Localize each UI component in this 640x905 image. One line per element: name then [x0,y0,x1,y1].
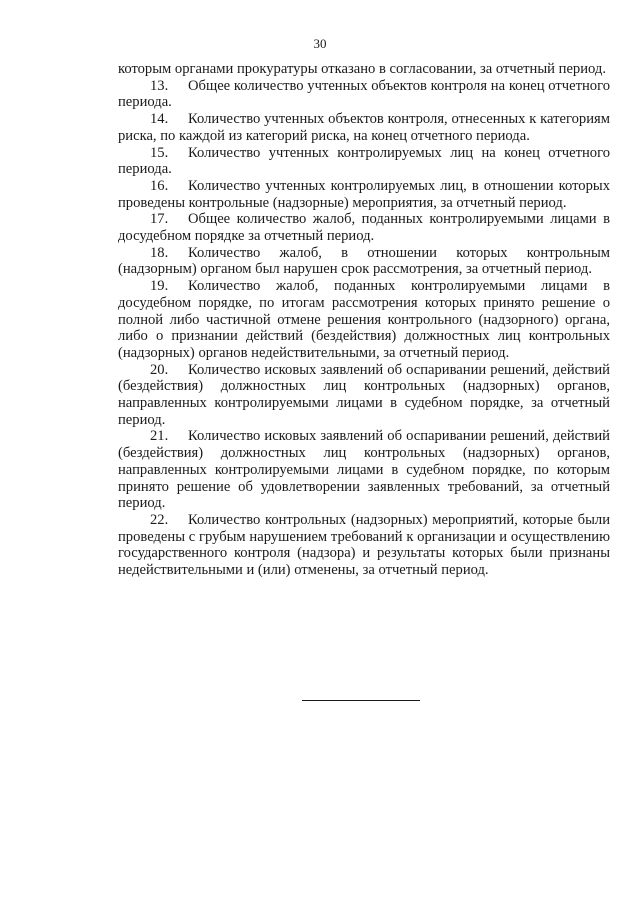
item-number: 15. [150,144,169,161]
list-item-13 [118,78,610,111]
item-text: Количество исковых заявлений об оспаривании решений, действий (бездействия) должностных лиц контрольных (надзорных) органов, направленных контролируемыми лицами в судебном порядке, по которым принято решение об удовлетворении заявленных требований, за отчетный период. [118,428,610,512]
list-item-14 [118,111,610,144]
end-of-document-rule [302,700,420,701]
item-text: Количество исковых заявлений об оспаривании решений, действий (бездействия) должностных лиц контрольных (надзорных) органов, направленных контролируемыми лицами в судебном порядке, за отчетный период. [118,361,610,428]
list-item-16 [118,178,610,211]
item-text: Общее количество жалоб, поданных контролируемыми лицами в досудебном порядке за отчетный период. [118,211,610,245]
page-number: 30 [313,36,327,51]
list-item-19 [118,278,610,362]
item-text: Общее количество учтенных объектов контроля на конец отчетного периода. [118,77,610,111]
item-text: Количество жалоб, в отношении которых контрольным (надзорным) органом был нарушен срок рассмотрения, за отчетный период. [118,244,610,278]
list-item-20 [118,362,610,429]
item-number: 16. [150,177,169,194]
item-text: Количество учтенных контролируемых лиц, в отношении которых проведены контрольные (надзорные) мероприятия, за отчетный период. [118,177,610,211]
continuation-paragraph: которым органами прокуратуры отказано в согласовании, за отчетный период. [118,61,606,77]
list-item-18 [118,245,610,278]
item-text: Количество жалоб, поданных контролируемыми лицами в досудебном порядке, по итогам рассмотрения которых принято решение о полной либо частичной отмене решения контрольного (надзорного) органа, либо о признании действий (бездействия) должностных лиц контрольных (надзорных) органов недействительными, за отчетный период. [118,278,610,361]
item-number: 21. [150,428,169,445]
item-text: Количество контрольных (надзорных) мероприятий, которые были проведены с грубым нарушением требований к организации и осуществлению государственного контроля (надзора) и результаты которых были признаны недействительными и (или) отменены, за отчетный период. [118,511,610,579]
list-item-22 [118,512,610,579]
list-item-15 [118,145,610,178]
item-number: 20. [150,361,169,378]
list-item-17 [118,211,610,244]
item-number: 18. [150,244,169,261]
item-number: 17. [150,211,169,228]
document-body [118,61,610,579]
item-text: Количество учтенных контролируемых лиц на конец отчетного периода. [118,144,610,178]
list-item-21 [118,428,610,512]
item-number: 13. [150,77,169,94]
item-number: 19. [150,278,169,295]
item-number: 14. [150,111,169,128]
item-text: Количество учтенных объектов контроля, отнесенных к категориям риска, по каждой из категорий риска, на конец отчетного периода. [118,111,610,144]
item-number: 22. [150,511,169,528]
